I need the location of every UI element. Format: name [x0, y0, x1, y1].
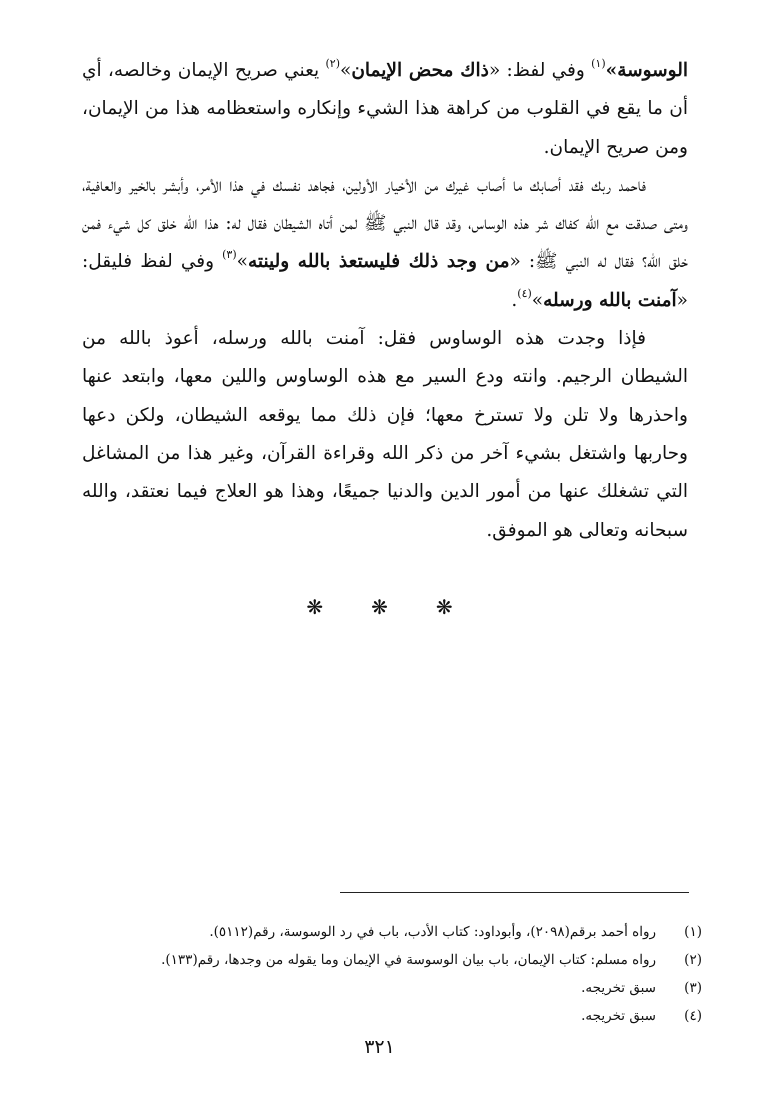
page-number: ٣٢١: [364, 1036, 395, 1058]
footnote-1: [90, 918, 702, 946]
hadith-quote: من وجد ذلك فليستعذ بالله ولينته: [247, 251, 510, 273]
footnote-2: [90, 946, 702, 974]
footnote-text: سبق تخريجه.: [581, 980, 656, 996]
main-text: [82, 52, 688, 550]
text-run: .: [511, 289, 518, 311]
paragraph-3: فإذا وجدت هذه الوساوس فقل: آمنت بالله ورسله، أعوذ بالله من الشيطان الرجيم. وانته ودع السير مع هذه الوساوس واللين معها، وابتعد عنها واحذرها ولا تلن ولا تسترخ معها؛ فإن ذلك مما يوقعه الشيطان، ولكن دعها وحاربها واشتغل بشيء آخر من ذكر الله وقراءة القرآن، وغير هذا من المشاغل التي تشغلك عنها من أمور الدين والدنيا جميعًا، وهذا هو العلاج فيما نعتقد، والله سبحانه وتعالى هو الموفق.: [82, 328, 688, 541]
footnote-ref-4: (٤): [517, 286, 532, 300]
footnote-number: (٢): [684, 952, 702, 968]
footnote-number: (١): [684, 924, 702, 940]
star-ornament: ❋: [306, 595, 324, 619]
paragraph-2: [82, 167, 688, 320]
star-ornament: ❋: [435, 595, 453, 619]
footnote-text: سبق تخريجه.: [581, 1008, 656, 1024]
footnote-divider: [340, 892, 689, 893]
text-run: وفي لفظ فليقل: «: [82, 251, 688, 311]
hadith-quote: ذاك محض الإيمان: [351, 60, 489, 81]
footnote-ref-3: (٣): [222, 248, 237, 262]
footnote-number: (٣): [684, 980, 702, 996]
footnotes: [90, 918, 702, 1030]
text-run: يعني صريح الإيمان وخالصه، أي أن ما يقع في القلوب من كراهة هذا الشيء وإنكاره واستعظامه هذا من الإيمان، ومن صريح الإيمان.: [82, 60, 688, 158]
paragraph-1: [82, 52, 688, 167]
footnote-ref-2: (٢): [325, 57, 340, 70]
footnote-4: [90, 1002, 702, 1030]
footnote-number: (٤): [684, 1008, 702, 1024]
star-ornament: ❋: [371, 595, 388, 619]
text-run: »: [340, 60, 352, 81]
footnote-3: [90, 974, 702, 1002]
text-run: »: [236, 251, 248, 273]
quote-fragment: الوسوسة»: [605, 60, 688, 81]
section-separator: [0, 595, 759, 619]
text-run: »: [531, 289, 544, 311]
footnote-text: رواه مسلم: كتاب الإيمان، باب بيان الوسوسة في الإيمان وما يقوله من وجدها، رقم(١٣٣).: [161, 952, 656, 968]
hadith-quote: آمنت بالله ورسله: [543, 289, 677, 311]
text-run: فاحمد ربك فقد أصابك ما أصاب غيرك من الأخيار الأولين، فجاهد نفسك في هذا الأمر، وأبشر بالخير والعافية، ومتى صدقت مع الله كفاك شر هذه الوساس، وقد قال النبي ﷺ لمن أتاه الشيطان فقال له: هذا الله خلق كل شيء فمن خلق الله؟ فقال له النبي ﷺ: «: [82, 174, 689, 273]
text-run: وفي لفظ: «: [488, 60, 592, 81]
footnote-text: رواه أحمد برقم(٢٠٩٨)، وأبوداود: كتاب الأدب، باب في رد الوسوسة، رقم(٥١١٢).: [209, 924, 656, 940]
footnote-ref-1: (١): [591, 57, 606, 70]
